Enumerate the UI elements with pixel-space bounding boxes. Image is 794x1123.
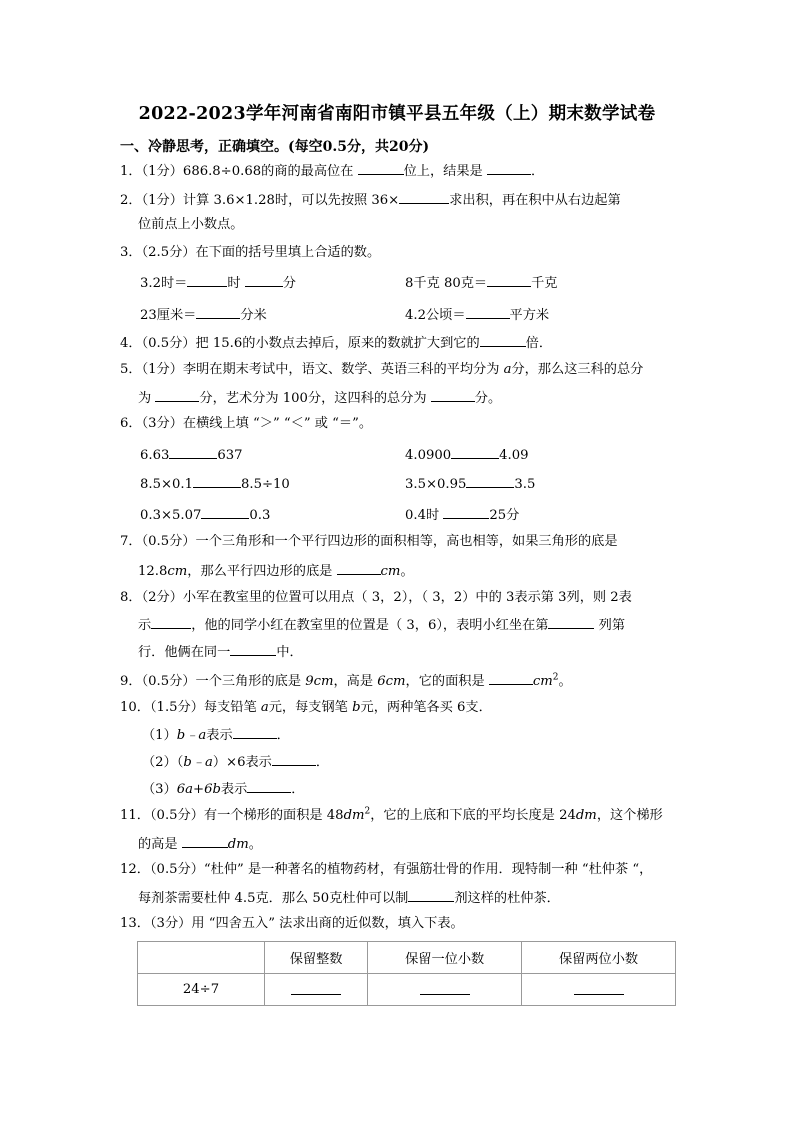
- q11-unit: dm: [575, 808, 597, 823]
- q10-text: （2）（: [142, 755, 184, 770]
- answer-blank[interactable]: [489, 670, 533, 685]
- q11-unit: dm: [227, 837, 249, 852]
- q2-text-a: 2．（1分）计算 3.6×1.28时，可以先按照 36×: [120, 193, 400, 208]
- question-3: [120, 243, 380, 263]
- table-header-cell: 保留一位小数: [368, 942, 522, 974]
- question-9: [120, 670, 572, 692]
- q9-value: 9cm: [305, 674, 334, 689]
- q11-text: ，这个梯形: [596, 808, 663, 823]
- q3-text: 3.2时＝: [140, 276, 188, 291]
- q9-value: 6cm: [377, 674, 406, 689]
- q3-item: [140, 304, 267, 326]
- table-cell: [265, 974, 368, 1006]
- q6-text: 4.0900: [405, 448, 452, 463]
- q12-text: 每剂茶需要杜仲 4.5克．那么 50克杜仲可以制: [138, 891, 409, 906]
- q9-text: ，它的面积是: [405, 674, 489, 689]
- question-1: [120, 160, 544, 182]
- q8-text: ，他的同学小红在教室里的位置是（ 3，6），表明小红坐在第: [191, 618, 549, 633]
- q10-text: ）×6表示: [212, 755, 272, 770]
- answer-blank[interactable]: [466, 473, 514, 488]
- answer-blank[interactable]: [196, 304, 240, 319]
- q6-text: 3.5×0.95: [405, 477, 467, 492]
- q3-text: 4.2公顷＝: [405, 308, 466, 323]
- q2-text-c: 位前点上小数点。: [138, 217, 244, 232]
- q4-text-a: 4．（0.5分）把 15.6的小数点去掉后，原来的数就扩大到它的: [120, 336, 480, 351]
- answer-blank[interactable]: [451, 444, 499, 459]
- question-11-cont: [138, 833, 262, 855]
- section-heading: 一、冷静思考，正确填空。(每空0.5分，共20分): [120, 139, 430, 155]
- question-5: [120, 360, 643, 380]
- q9-sup: 2: [552, 672, 559, 683]
- answer-blank[interactable]: [230, 641, 276, 656]
- question-6: [120, 414, 372, 434]
- q11-unit: dm: [343, 808, 365, 823]
- answer-blank[interactable]: [182, 833, 228, 848]
- q10-text: （3）: [142, 782, 177, 797]
- q6-text: 3.5: [514, 477, 536, 492]
- answer-blank[interactable]: [233, 724, 277, 739]
- page-title: 2022-2023学年河南省南阳市镇平县五年级（上）期末数学试卷: [138, 104, 656, 124]
- question-7: [120, 532, 618, 552]
- q10-text: 10．（1.5分）每支铅笔: [120, 700, 261, 715]
- table-header-cell: [138, 942, 265, 974]
- q10-expr: 6a+6b: [176, 782, 221, 797]
- q6-text: 8.5÷10: [241, 477, 290, 492]
- q13-head: 13．（3分）用 “四舍五入” 法求出商的近似数，填入下表。: [120, 916, 464, 931]
- q10-sub-3: [142, 778, 304, 800]
- q10-text: 表示: [206, 728, 233, 743]
- question-10: [120, 698, 492, 718]
- q6-text: 637: [217, 448, 243, 463]
- answer-blank[interactable]: [193, 473, 241, 488]
- answer-blank[interactable]: [245, 272, 283, 287]
- q3-item: [405, 304, 549, 326]
- q6-item: [140, 473, 290, 495]
- answer-blank[interactable]: [247, 778, 291, 793]
- table-header-cell: 保留整数: [265, 942, 368, 974]
- q9-unit: cm: [532, 674, 553, 689]
- question-13: [120, 914, 464, 934]
- q10-var: a: [260, 700, 269, 715]
- q7-text: 12.8: [138, 564, 168, 579]
- answer-blank[interactable]: [487, 160, 531, 175]
- answer-blank[interactable]: [466, 304, 510, 319]
- q4-text-b: 倍．: [525, 336, 553, 351]
- q3-item: [405, 272, 558, 294]
- q3-text: 千克: [531, 276, 558, 291]
- q11-text: 的高是: [138, 837, 182, 852]
- q8-text: 中．: [276, 645, 303, 660]
- q1-text-b: 位上，结果是: [403, 164, 487, 179]
- q3-text: 分: [282, 276, 296, 291]
- answer-blank[interactable]: [291, 980, 341, 995]
- q10-sub-1: [142, 724, 290, 746]
- question-2-cont: [138, 215, 244, 235]
- q10-text: ．: [291, 782, 305, 797]
- q8-text: 列第: [594, 618, 626, 633]
- q7-text: ，那么平行四边形的底是: [187, 564, 337, 579]
- q6-item: [405, 504, 519, 526]
- q5-var: a: [503, 362, 512, 377]
- q13-table: [137, 941, 676, 1006]
- q8-text: 示: [138, 618, 152, 633]
- answer-blank[interactable]: [408, 887, 454, 902]
- answer-blank[interactable]: [169, 444, 217, 459]
- q8-text: 行．他俩在同一: [138, 645, 231, 660]
- q6-text: 0.4时: [405, 508, 444, 523]
- q11-text: 11．（0.5分）有一个梯形的面积是 48: [120, 808, 344, 823]
- q6-head: 6．（3分）在横线上填 “＞” “＜” 或 “＝”。: [120, 416, 373, 431]
- answer-blank[interactable]: [155, 387, 199, 402]
- q6-text: 25分: [489, 508, 520, 523]
- q6-item: [140, 504, 270, 526]
- answer-blank[interactable]: [548, 614, 594, 629]
- table-cell: [368, 974, 522, 1006]
- question-5-cont: [138, 387, 501, 409]
- q10-sub-2: [142, 751, 329, 773]
- question-2: [120, 189, 621, 211]
- q10-text: 元，每支钢笔: [268, 700, 353, 715]
- question-7-cont: [138, 560, 414, 582]
- question-8-cont2: [138, 641, 303, 663]
- q12-text: 剂这样的杜仲茶．: [454, 891, 560, 906]
- answer-blank[interactable]: [480, 332, 526, 347]
- question-12-cont: [138, 887, 560, 909]
- q11-sup: 2: [364, 806, 371, 817]
- q6-text: 4.09: [499, 448, 529, 463]
- q6-item: [405, 473, 535, 495]
- q11-text: 。: [248, 837, 262, 852]
- answer-blank[interactable]: [272, 751, 316, 766]
- q3-text: 平方米: [509, 308, 550, 323]
- q6-text: 6.63: [140, 448, 170, 463]
- q10-text: 表示: [220, 782, 248, 797]
- q2-text-b: 求出积，再在积中从右边起第: [449, 193, 621, 208]
- table-row: [138, 974, 676, 1006]
- q10-expr: b﹣a: [176, 728, 207, 743]
- q5-text: 分。: [474, 391, 502, 406]
- answer-blank[interactable]: [574, 980, 624, 995]
- q3-text: 8千克 80克＝: [405, 276, 488, 291]
- q3-text: 时: [227, 276, 245, 291]
- q1-text-c: ．: [530, 164, 545, 179]
- q10-text: 元，两种笔各买 6支．: [360, 700, 492, 715]
- q3-text: 23厘米＝: [140, 308, 197, 323]
- answer-blank[interactable]: [443, 504, 489, 519]
- q9-text: 。: [558, 674, 572, 689]
- q6-text: 0.3×5.07: [140, 508, 202, 523]
- question-11: [120, 806, 663, 826]
- q1-text-a: 1．（1分）686.8÷0.68的商的最高位在: [120, 164, 358, 179]
- answer-blank[interactable]: [487, 272, 531, 287]
- answer-blank[interactable]: [358, 160, 404, 175]
- q8-text-a: 8．（2分）小军在教室里的位置可以用点（ 3，2），（ 3，2）中的 3表示第 3列，则 2表: [120, 590, 632, 605]
- q9-text: ，高是: [333, 674, 378, 689]
- q3-item: [140, 272, 296, 294]
- q10-text: ．: [276, 728, 290, 743]
- q5-text: 分，那么这三科的总分: [511, 362, 644, 377]
- answer-blank[interactable]: [431, 387, 475, 402]
- q7-unit: cm: [167, 564, 188, 579]
- question-12: [120, 860, 652, 880]
- q7-unit: cm: [380, 564, 401, 579]
- q7-text-a: 7．（0.5分）一个三角形和一个平行四边形的面积相等，高也相等，如果三角形的底是: [120, 534, 618, 549]
- q6-item: [405, 444, 529, 466]
- q6-text: 8.5×0.1: [140, 477, 193, 492]
- q6-text: 0.3: [249, 508, 271, 523]
- answer-blank[interactable]: [337, 560, 381, 575]
- q5-text: 为: [138, 391, 156, 406]
- question-8-cont: [138, 614, 625, 636]
- answer-blank[interactable]: [187, 272, 227, 287]
- table-header-row: [138, 942, 676, 974]
- question-4: [120, 332, 552, 354]
- q10-text: ．: [315, 755, 330, 770]
- q5-text: 5．（1分）李明在期末考试中，语文、数学、英语三科的平均分为: [120, 362, 504, 377]
- q7-text: 。: [400, 564, 414, 579]
- question-8: [120, 588, 632, 608]
- q5-text: 分，艺术分为 100分，这四科的总分为: [199, 391, 431, 406]
- answer-blank[interactable]: [420, 980, 470, 995]
- table-row-label: 24÷7: [138, 974, 265, 1006]
- table-header-cell: 保留两位小数: [522, 942, 676, 974]
- q10-var: b: [352, 700, 361, 715]
- q10-text: （1）: [142, 728, 177, 743]
- answer-blank[interactable]: [201, 504, 249, 519]
- q3-text: 分米: [240, 308, 267, 323]
- q10-expr: b﹣a: [183, 755, 213, 770]
- table-cell: [522, 974, 676, 1006]
- q9-text: 9．（0.5分）一个三角形的底是: [120, 674, 306, 689]
- q11-text: ，它的上底和下底的平均长度是 24: [370, 808, 576, 823]
- q6-item: [140, 444, 243, 466]
- answer-blank[interactable]: [151, 614, 191, 629]
- q3-head: 3．（2.5分）在下面的括号里填上合适的数。: [120, 245, 381, 260]
- answer-blank[interactable]: [399, 189, 449, 204]
- q12-text-a: 12．（0.5分）“杜仲” 是一种著名的植物药材，有强筋壮骨的作用．现特制一种 “杜仲茶 “，: [120, 862, 653, 877]
